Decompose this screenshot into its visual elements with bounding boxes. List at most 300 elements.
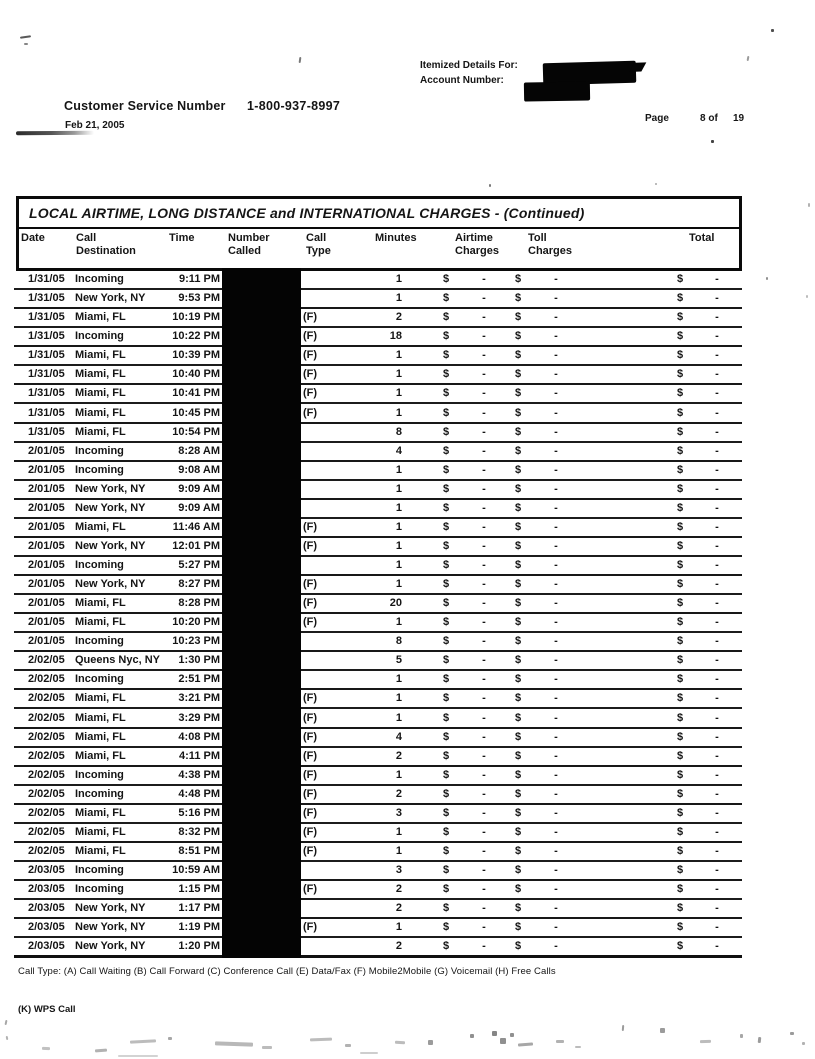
column-header-minutes: Minutes bbox=[375, 232, 417, 244]
toll-amount: - bbox=[554, 520, 558, 533]
call-minutes: 1 bbox=[395, 711, 402, 724]
scan-speck bbox=[95, 1049, 107, 1053]
airtime-amount: - bbox=[482, 768, 486, 781]
airtime-amount: - bbox=[482, 825, 486, 838]
call-time: 4:38 PM bbox=[178, 768, 220, 781]
call-record-row bbox=[14, 652, 742, 671]
call-type-code: (F) bbox=[303, 578, 318, 591]
toll-currency-symbol: $ bbox=[515, 520, 522, 533]
total-amount: - bbox=[715, 844, 719, 857]
call-date: 1/31/05 bbox=[28, 330, 65, 343]
scan-speck bbox=[215, 1041, 253, 1046]
toll-amount: - bbox=[554, 273, 558, 286]
scan-speck bbox=[622, 1025, 625, 1031]
toll-amount: - bbox=[554, 539, 558, 552]
airtime-currency-symbol: $ bbox=[443, 311, 450, 324]
total-currency-symbol: $ bbox=[677, 806, 684, 819]
toll-amount: - bbox=[554, 864, 558, 876]
call-record-row bbox=[14, 824, 742, 843]
wps-call-note: (K) WPS Call bbox=[18, 1004, 76, 1015]
toll-amount: - bbox=[554, 902, 558, 915]
call-destination: Miami, FL bbox=[75, 749, 126, 762]
call-minutes: 1 bbox=[395, 387, 402, 400]
call-date: 2/02/05 bbox=[28, 673, 65, 686]
call-destination: Miami, FL bbox=[75, 349, 126, 362]
scan-speck bbox=[806, 295, 808, 298]
total-currency-symbol: $ bbox=[677, 768, 684, 781]
call-destination: Incoming bbox=[75, 635, 124, 648]
call-destination: New York, NY bbox=[75, 902, 146, 915]
call-time: 10:40 PM bbox=[172, 368, 220, 381]
call-minutes: 1 bbox=[395, 463, 402, 476]
call-destination: New York, NY bbox=[75, 539, 146, 552]
call-minutes: 1 bbox=[395, 539, 402, 552]
total-currency-symbol: $ bbox=[677, 520, 684, 533]
scan-speck bbox=[655, 183, 657, 185]
call-record-row bbox=[14, 366, 742, 385]
column-header-total: Total bbox=[689, 232, 715, 244]
total-currency-symbol: $ bbox=[677, 482, 684, 495]
total-currency-symbol: $ bbox=[677, 501, 684, 514]
total-currency-symbol: $ bbox=[677, 330, 684, 343]
call-minutes: 4 bbox=[395, 730, 402, 743]
airtime-amount: - bbox=[482, 482, 486, 495]
page-number: 8 of bbox=[700, 113, 718, 124]
account-number-label: Account Number: bbox=[420, 75, 504, 86]
total-amount: - bbox=[715, 806, 719, 819]
total-amount: - bbox=[715, 387, 719, 400]
scan-speck bbox=[510, 1033, 514, 1037]
call-record-row bbox=[14, 347, 742, 366]
call-date: 1/31/05 bbox=[28, 406, 65, 419]
call-time: 4:11 PM bbox=[179, 749, 220, 762]
call-type-code: (F) bbox=[303, 616, 318, 629]
toll-amount: - bbox=[554, 559, 558, 571]
call-date: 2/01/05 bbox=[28, 463, 65, 476]
scan-speck bbox=[660, 1028, 665, 1033]
call-destination: Queens Nyc, NY bbox=[75, 654, 160, 667]
toll-currency-symbol: $ bbox=[515, 864, 522, 876]
call-date: 2/01/05 bbox=[28, 501, 65, 514]
call-date: 2/02/05 bbox=[28, 692, 65, 705]
call-time: 10:41 PM bbox=[172, 387, 220, 400]
toll-currency-symbol: $ bbox=[515, 501, 522, 514]
airtime-currency-symbol: $ bbox=[443, 883, 450, 896]
scan-speck bbox=[790, 1032, 794, 1035]
toll-amount: - bbox=[554, 883, 558, 896]
call-record-row bbox=[14, 843, 742, 862]
call-minutes: 1 bbox=[395, 292, 402, 305]
toll-amount: - bbox=[554, 425, 558, 438]
total-amount: - bbox=[715, 425, 719, 438]
airtime-currency-symbol: $ bbox=[443, 673, 450, 686]
total-amount: - bbox=[715, 406, 719, 419]
call-date: 1/31/05 bbox=[28, 368, 65, 381]
call-record-row bbox=[14, 500, 742, 519]
call-record-row bbox=[14, 309, 742, 328]
toll-amount: - bbox=[554, 635, 558, 648]
toll-amount: - bbox=[554, 787, 558, 800]
call-destination: Miami, FL bbox=[75, 406, 126, 419]
scan-speck bbox=[118, 1055, 158, 1057]
total-currency-symbol: $ bbox=[677, 883, 684, 896]
call-record-row bbox=[14, 633, 742, 652]
call-record-row bbox=[14, 385, 742, 404]
call-time: 8:28 AM bbox=[178, 444, 220, 457]
total-currency-symbol: $ bbox=[677, 273, 684, 286]
toll-amount: - bbox=[554, 501, 558, 514]
call-date: 1/31/05 bbox=[28, 349, 65, 362]
call-date: 2/03/05 bbox=[28, 883, 65, 896]
toll-currency-symbol: $ bbox=[515, 406, 522, 419]
call-destination: Miami, FL bbox=[75, 844, 126, 857]
total-currency-symbol: $ bbox=[677, 292, 684, 305]
total-currency-symbol: $ bbox=[677, 425, 684, 438]
column-header-call-type: Call Type bbox=[306, 232, 331, 257]
airtime-amount: - bbox=[482, 883, 486, 896]
total-amount: - bbox=[715, 692, 719, 705]
table-title: LOCAL AIRTIME, LONG DISTANCE and INTERNATIONAL CHARGES - (Continued) bbox=[29, 205, 585, 221]
call-time: 1:20 PM bbox=[178, 940, 220, 953]
call-date: 2/03/05 bbox=[28, 864, 65, 876]
toll-amount: - bbox=[554, 406, 558, 419]
toll-amount: - bbox=[554, 311, 558, 324]
call-minutes: 2 bbox=[395, 902, 402, 915]
call-record-row bbox=[14, 709, 742, 728]
page-total: 19 bbox=[733, 113, 745, 124]
toll-amount: - bbox=[554, 597, 558, 610]
call-time: 1:17 PM bbox=[178, 902, 220, 915]
call-date: 2/02/05 bbox=[28, 825, 65, 838]
scan-speck bbox=[808, 203, 810, 207]
scan-speck bbox=[700, 1040, 711, 1043]
airtime-currency-symbol: $ bbox=[443, 330, 450, 343]
total-amount: - bbox=[715, 749, 719, 762]
total-currency-symbol: $ bbox=[677, 463, 684, 476]
call-time: 8:32 PM bbox=[178, 825, 220, 838]
call-minutes: 8 bbox=[395, 425, 402, 438]
total-amount: - bbox=[715, 883, 719, 896]
call-minutes: 1 bbox=[395, 616, 402, 629]
toll-currency-symbol: $ bbox=[515, 940, 522, 953]
call-date: 2/02/05 bbox=[28, 730, 65, 743]
toll-currency-symbol: $ bbox=[515, 425, 522, 438]
call-time: 10:23 PM bbox=[172, 635, 220, 648]
toll-currency-symbol: $ bbox=[515, 482, 522, 495]
call-destination: New York, NY bbox=[75, 501, 146, 514]
toll-currency-symbol: $ bbox=[515, 730, 522, 743]
call-destination: Incoming bbox=[75, 787, 124, 800]
call-destination: New York, NY bbox=[75, 482, 146, 495]
total-currency-symbol: $ bbox=[677, 711, 684, 724]
call-destination: Incoming bbox=[75, 444, 124, 457]
scan-speck bbox=[42, 1047, 50, 1050]
total-amount: - bbox=[715, 559, 719, 571]
airtime-amount: - bbox=[482, 387, 486, 400]
airtime-currency-symbol: $ bbox=[443, 654, 450, 667]
call-minutes: 1 bbox=[395, 406, 402, 419]
call-time: 4:08 PM bbox=[178, 730, 220, 743]
total-amount: - bbox=[715, 921, 719, 934]
toll-currency-symbol: $ bbox=[515, 883, 522, 896]
call-record-row bbox=[14, 462, 742, 481]
toll-amount: - bbox=[554, 749, 558, 762]
table-column-headers bbox=[19, 229, 739, 268]
total-amount: - bbox=[715, 463, 719, 476]
airtime-currency-symbol: $ bbox=[443, 387, 450, 400]
toll-currency-symbol: $ bbox=[515, 921, 522, 934]
call-date: 2/01/05 bbox=[28, 578, 65, 591]
toll-amount: - bbox=[554, 806, 558, 819]
call-time: 9:09 AM bbox=[178, 501, 220, 514]
call-destination: Miami, FL bbox=[75, 520, 126, 533]
toll-amount: - bbox=[554, 711, 558, 724]
total-amount: - bbox=[715, 711, 719, 724]
scan-speck bbox=[500, 1038, 506, 1044]
call-type-code: (F) bbox=[303, 349, 318, 362]
call-time: 9:09 AM bbox=[178, 482, 220, 495]
statement-date: Feb 21, 2005 bbox=[65, 120, 125, 131]
call-date: 2/03/05 bbox=[28, 921, 65, 934]
total-amount: - bbox=[715, 730, 719, 743]
toll-currency-symbol: $ bbox=[515, 330, 522, 343]
call-minutes: 1 bbox=[395, 768, 402, 781]
scan-speck bbox=[5, 1020, 8, 1025]
toll-amount: - bbox=[554, 368, 558, 381]
call-time: 5:27 PM bbox=[178, 559, 220, 571]
call-type-code: (F) bbox=[303, 921, 318, 934]
call-date: 2/01/05 bbox=[28, 597, 65, 610]
airtime-amount: - bbox=[482, 921, 486, 934]
toll-amount: - bbox=[554, 921, 558, 934]
airtime-currency-symbol: $ bbox=[443, 768, 450, 781]
call-record-row bbox=[14, 729, 742, 748]
call-type-legend: Call Type: (A) Call Waiting (B) Call Forward (C) Conference Call (E) Data/Fax (F) Mobile2Mobile (G) Voicemail (H) Free Calls bbox=[18, 966, 556, 977]
call-destination: Incoming bbox=[75, 768, 124, 781]
call-date: 2/02/05 bbox=[28, 711, 65, 724]
scan-speck bbox=[24, 43, 28, 45]
airtime-currency-symbol: $ bbox=[443, 520, 450, 533]
airtime-currency-symbol: $ bbox=[443, 940, 450, 953]
scan-speck bbox=[747, 56, 750, 61]
call-time: 1:19 PM bbox=[178, 921, 220, 934]
toll-currency-symbol: $ bbox=[515, 559, 522, 571]
charges-table-header-box bbox=[16, 196, 742, 271]
airtime-currency-symbol: $ bbox=[443, 844, 450, 857]
call-minutes: 1 bbox=[395, 520, 402, 533]
toll-currency-symbol: $ bbox=[515, 692, 522, 705]
airtime-amount: - bbox=[482, 330, 486, 343]
call-time: 8:27 PM bbox=[178, 578, 220, 591]
call-record-row bbox=[14, 404, 742, 423]
call-minutes: 2 bbox=[395, 940, 402, 953]
call-time: 1:15 PM bbox=[178, 883, 220, 896]
call-record-row bbox=[14, 538, 742, 557]
call-date: 2/01/05 bbox=[28, 520, 65, 533]
call-time: 4:48 PM bbox=[178, 787, 220, 800]
toll-currency-symbol: $ bbox=[515, 578, 522, 591]
call-record-row bbox=[14, 671, 742, 690]
total-amount: - bbox=[715, 368, 719, 381]
toll-amount: - bbox=[554, 768, 558, 781]
scan-speck bbox=[345, 1044, 351, 1047]
airtime-amount: - bbox=[482, 616, 486, 629]
scan-smudge bbox=[16, 131, 94, 136]
call-date: 2/01/05 bbox=[28, 616, 65, 629]
call-date: 2/02/05 bbox=[28, 654, 65, 667]
toll-currency-symbol: $ bbox=[515, 902, 522, 915]
call-time: 9:53 PM bbox=[178, 292, 220, 305]
toll-currency-symbol: $ bbox=[515, 749, 522, 762]
airtime-currency-symbol: $ bbox=[443, 921, 450, 934]
airtime-amount: - bbox=[482, 940, 486, 953]
call-type-code: (F) bbox=[303, 539, 318, 552]
airtime-currency-symbol: $ bbox=[443, 616, 450, 629]
call-destination: Miami, FL bbox=[75, 311, 126, 324]
airtime-currency-symbol: $ bbox=[443, 692, 450, 705]
total-amount: - bbox=[715, 825, 719, 838]
scan-speck bbox=[489, 184, 491, 187]
total-currency-symbol: $ bbox=[677, 349, 684, 362]
call-type-code: (F) bbox=[303, 883, 318, 896]
toll-amount: - bbox=[554, 292, 558, 305]
call-date: 1/31/05 bbox=[28, 292, 65, 305]
airtime-amount: - bbox=[482, 273, 486, 286]
scan-speck bbox=[299, 57, 302, 63]
call-type-code: (F) bbox=[303, 768, 318, 781]
column-header-airtime-charges: Airtime Charges bbox=[455, 232, 500, 257]
call-minutes: 1 bbox=[395, 559, 402, 571]
airtime-amount: - bbox=[482, 520, 486, 533]
airtime-amount: - bbox=[482, 597, 486, 610]
toll-amount: - bbox=[554, 673, 558, 686]
call-time: 9:11 PM bbox=[179, 273, 220, 286]
airtime-currency-symbol: $ bbox=[443, 368, 450, 381]
call-record-row bbox=[14, 290, 742, 309]
airtime-currency-symbol: $ bbox=[443, 787, 450, 800]
airtime-amount: - bbox=[482, 444, 486, 457]
call-minutes: 4 bbox=[395, 444, 402, 457]
total-currency-symbol: $ bbox=[677, 844, 684, 857]
toll-currency-symbol: $ bbox=[515, 292, 522, 305]
toll-currency-symbol: $ bbox=[515, 711, 522, 724]
redaction-bar-number-called-column bbox=[222, 268, 301, 958]
call-time: 2:51 PM bbox=[178, 673, 220, 686]
total-amount: - bbox=[715, 292, 719, 305]
call-minutes: 1 bbox=[395, 825, 402, 838]
total-amount: - bbox=[715, 273, 719, 286]
call-minutes: 5 bbox=[395, 654, 402, 667]
call-type-code: (F) bbox=[303, 806, 318, 819]
total-currency-symbol: $ bbox=[677, 539, 684, 552]
call-record-row bbox=[14, 519, 742, 538]
call-date: 2/02/05 bbox=[28, 844, 65, 857]
total-currency-symbol: $ bbox=[677, 559, 684, 571]
airtime-currency-symbol: $ bbox=[443, 273, 450, 286]
call-minutes: 2 bbox=[395, 787, 402, 800]
airtime-currency-symbol: $ bbox=[443, 349, 450, 362]
total-currency-symbol: $ bbox=[677, 730, 684, 743]
toll-currency-symbol: $ bbox=[515, 597, 522, 610]
total-currency-symbol: $ bbox=[677, 597, 684, 610]
airtime-currency-symbol: $ bbox=[443, 578, 450, 591]
call-type-code: (F) bbox=[303, 825, 318, 838]
airtime-amount: - bbox=[482, 311, 486, 324]
airtime-amount: - bbox=[482, 673, 486, 686]
total-amount: - bbox=[715, 330, 719, 343]
call-type-code: (F) bbox=[303, 730, 318, 743]
airtime-amount: - bbox=[482, 730, 486, 743]
call-minutes: 1 bbox=[395, 844, 402, 857]
call-type-code: (F) bbox=[303, 711, 318, 724]
total-amount: - bbox=[715, 539, 719, 552]
call-records-table-body bbox=[14, 271, 742, 958]
column-header-date: Date bbox=[21, 232, 45, 244]
airtime-amount: - bbox=[482, 635, 486, 648]
toll-amount: - bbox=[554, 616, 558, 629]
airtime-currency-symbol: $ bbox=[443, 406, 450, 419]
call-time: 5:16 PM bbox=[178, 806, 220, 819]
scan-speck bbox=[711, 140, 714, 143]
toll-currency-symbol: $ bbox=[515, 787, 522, 800]
total-currency-symbol: $ bbox=[677, 940, 684, 953]
airtime-currency-symbol: $ bbox=[443, 730, 450, 743]
call-destination: Incoming bbox=[75, 864, 124, 876]
call-record-row bbox=[14, 919, 742, 938]
scan-speck bbox=[771, 29, 774, 32]
airtime-currency-symbol: $ bbox=[443, 463, 450, 476]
scan-speck bbox=[6, 1036, 9, 1040]
total-amount: - bbox=[715, 616, 719, 629]
call-time: 10:20 PM bbox=[172, 616, 220, 629]
call-destination: New York, NY bbox=[75, 921, 146, 934]
airtime-amount: - bbox=[482, 539, 486, 552]
call-record-row bbox=[14, 576, 742, 595]
scan-speck bbox=[130, 1039, 156, 1043]
toll-amount: - bbox=[554, 578, 558, 591]
scan-speck bbox=[310, 1038, 332, 1042]
call-record-row bbox=[14, 614, 742, 633]
call-destination: Incoming bbox=[75, 273, 124, 286]
call-type-code: (F) bbox=[303, 787, 318, 800]
call-type-code: (F) bbox=[303, 520, 318, 533]
call-date: 2/02/05 bbox=[28, 749, 65, 762]
total-amount: - bbox=[715, 635, 719, 648]
call-type-code: (F) bbox=[303, 387, 318, 400]
airtime-currency-symbol: $ bbox=[443, 825, 450, 838]
toll-currency-symbol: $ bbox=[515, 539, 522, 552]
toll-currency-symbol: $ bbox=[515, 387, 522, 400]
airtime-amount: - bbox=[482, 368, 486, 381]
call-destination: Miami, FL bbox=[75, 806, 126, 819]
call-destination: Miami, FL bbox=[75, 387, 126, 400]
call-destination: Miami, FL bbox=[75, 730, 126, 743]
scan-speck bbox=[492, 1031, 497, 1036]
call-minutes: 1 bbox=[395, 578, 402, 591]
call-date: 2/01/05 bbox=[28, 539, 65, 552]
call-time: 9:08 AM bbox=[178, 463, 220, 476]
total-currency-symbol: $ bbox=[677, 578, 684, 591]
scan-speck bbox=[168, 1037, 172, 1040]
column-header-call-destination: Call Destination bbox=[76, 232, 136, 257]
call-record-row bbox=[14, 557, 742, 576]
call-destination: Miami, FL bbox=[75, 825, 126, 838]
table-title-row bbox=[19, 199, 739, 229]
airtime-amount: - bbox=[482, 463, 486, 476]
call-type-code: (F) bbox=[303, 330, 318, 343]
call-time: 10:45 PM bbox=[172, 406, 220, 419]
call-type-code: (F) bbox=[303, 692, 318, 705]
